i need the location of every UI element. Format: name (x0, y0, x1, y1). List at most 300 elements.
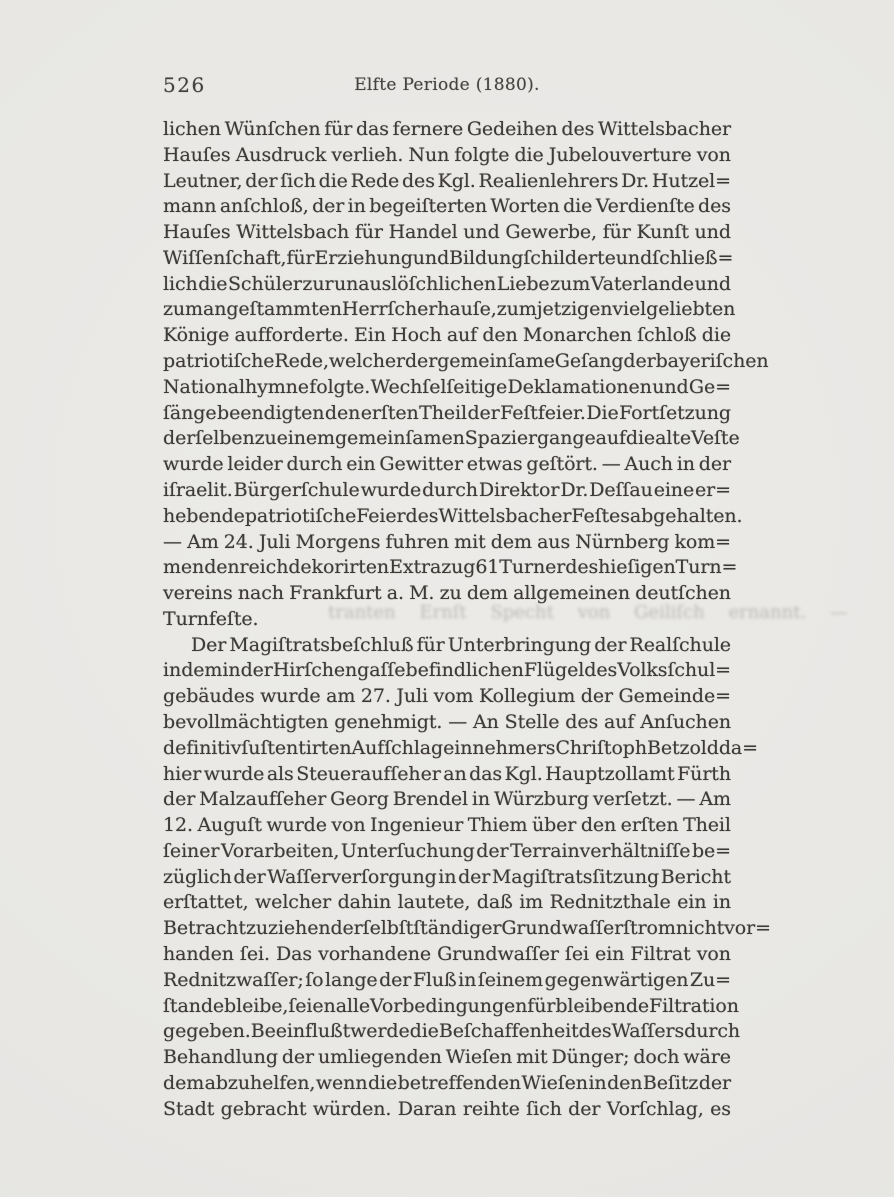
word: befindlichen (405, 659, 524, 682)
word: es (710, 1097, 731, 1120)
word: Brendel (392, 788, 468, 811)
word: Morgens (295, 530, 381, 553)
word: ein (595, 943, 625, 965)
bleedthrough-word: von (577, 602, 611, 623)
word: der (245, 169, 278, 192)
word: Herrſcherhauſe, (341, 298, 497, 321)
word: Dünger; (551, 1046, 630, 1069)
word: Dr. (560, 478, 589, 501)
word: vereins (163, 582, 233, 605)
word: die (367, 1071, 398, 1094)
word: erſten (360, 401, 419, 424)
word: die (198, 272, 228, 295)
word: Feſtes (571, 504, 630, 527)
word: Malzaufſeher (199, 788, 327, 811)
word: Gewitter (379, 453, 463, 476)
word: die (563, 195, 593, 218)
word: zu (245, 917, 269, 940)
word: des (405, 504, 439, 527)
word: Vaterlande (590, 272, 695, 295)
word: Wittelsbacher (597, 118, 731, 140)
word: Jubelouverture (548, 143, 692, 166)
word: 61 (475, 556, 500, 579)
text-line (163, 117, 731, 143)
word: in (438, 865, 457, 888)
word: Fortſetzung (619, 401, 731, 424)
word: Rede, (274, 350, 329, 373)
word: verlieh. (331, 143, 404, 166)
word: des (578, 1020, 612, 1043)
word: des (401, 169, 435, 192)
word: Turner (499, 556, 566, 579)
word: daß (476, 891, 513, 914)
word: Gemeinde= (618, 685, 731, 708)
word: erſten (620, 814, 679, 837)
word: dem (466, 582, 508, 605)
word: Wieſen (521, 1071, 588, 1094)
text-line (163, 942, 731, 968)
word: derſelben (163, 427, 255, 450)
word: Feſtfeier. (500, 401, 586, 424)
word: in (458, 968, 477, 991)
word: ſchloß (637, 324, 697, 347)
word: zum (550, 272, 591, 295)
word: über (531, 814, 577, 837)
word: 12. (163, 814, 193, 837)
text-line (163, 968, 731, 994)
word: umliegenden (317, 1046, 442, 1069)
word: Grundwaſſerſtrom (501, 917, 676, 940)
word: der (698, 453, 731, 476)
text-line (163, 169, 731, 195)
word: Worten (490, 195, 560, 218)
word: Thiem (467, 814, 528, 837)
text-line (163, 633, 731, 659)
word: Geſang (554, 350, 624, 373)
word: be= (691, 839, 731, 862)
word: kom= (674, 530, 731, 553)
text-line (163, 478, 731, 504)
word: mit (454, 530, 486, 553)
word: Kollegium (479, 685, 576, 708)
word: das (355, 118, 389, 140)
word: vor= (724, 917, 771, 940)
word: welcher (255, 891, 332, 914)
word: in (222, 659, 241, 682)
word: Die (586, 401, 619, 424)
word: wäre (683, 1046, 731, 1069)
word: definitiv (163, 736, 242, 759)
word: wenn (315, 1071, 368, 1094)
page-header (163, 72, 731, 99)
text-line (163, 762, 731, 788)
word: ſeiner (163, 839, 220, 862)
text-line (163, 246, 734, 272)
word: Kgl. (437, 169, 476, 192)
word: Beſchaffenheit (438, 1020, 579, 1043)
word: Auch (624, 453, 673, 476)
word: lichen (163, 118, 221, 140)
bleedthrough-word: ernannt. (728, 602, 807, 623)
word: des (565, 710, 599, 733)
text-line (163, 658, 731, 684)
word: mann (163, 195, 217, 218)
text-line (163, 297, 736, 323)
word: anſchloß, (219, 195, 309, 218)
word: die (409, 1020, 439, 1043)
word: erſtattet, (163, 891, 249, 914)
word: Ingenieur (370, 814, 464, 837)
word: Nationalhymne (163, 375, 309, 398)
word: der (404, 350, 438, 373)
word: Vorbedingungen (370, 994, 528, 1017)
word: lange (325, 968, 378, 991)
word: Deſſau (589, 478, 653, 501)
word: Erziehung (314, 246, 413, 269)
word: bleibe, (224, 994, 289, 1017)
text-line (163, 426, 740, 452)
word: Extrazug (389, 556, 476, 579)
text-line (163, 272, 731, 298)
word: der (698, 1071, 731, 1094)
word: und (412, 246, 450, 269)
text-line (163, 787, 731, 813)
word: Dr. (621, 169, 650, 192)
word: Beeinflußt (250, 1020, 351, 1043)
word: züglich (163, 865, 232, 888)
word: Magiſtratsſitzung (491, 865, 660, 888)
word: menden (163, 556, 240, 579)
word: dem (181, 659, 223, 682)
word: gemeinſamen (334, 427, 465, 450)
word: Behandlung (163, 1046, 278, 1069)
word: ſtande (163, 994, 225, 1017)
text-line (163, 194, 731, 220)
word: den (607, 1071, 643, 1094)
word: und (694, 272, 731, 295)
word: Könige (163, 324, 230, 347)
word: Filtrat (630, 943, 691, 965)
word: abzuhelfen, (204, 1071, 316, 1094)
word: ſchilderte (523, 246, 616, 269)
word: dem (490, 530, 532, 553)
word: Monarchen (522, 324, 632, 347)
text-line (163, 607, 731, 633)
word: Turn= (675, 556, 738, 579)
word: Chriſtoph (555, 736, 647, 759)
word: Wittelsbacher (438, 504, 572, 527)
word: Kunſt (636, 221, 689, 244)
word: fuhren (385, 530, 449, 553)
word: Veſte (690, 427, 740, 450)
word: der (379, 968, 412, 991)
word: folgte (454, 143, 510, 166)
text-line (163, 220, 731, 246)
word: Volksſchul= (617, 659, 731, 682)
word: die (625, 427, 656, 450)
word: gebracht (220, 1097, 307, 1120)
word: der (163, 788, 196, 811)
word: Der (191, 633, 227, 656)
word: zum (496, 298, 537, 321)
word: geſtört. (526, 453, 598, 476)
word: Vorarbeiten, (220, 839, 340, 862)
word: Gedeihen (466, 118, 558, 140)
word: zu (254, 427, 277, 450)
word: An (473, 710, 499, 733)
word: des (565, 556, 599, 579)
word: der (467, 401, 500, 424)
word: Theil (683, 814, 731, 837)
text-line (163, 736, 758, 762)
word: Realienlehrers (478, 169, 619, 192)
word: der (568, 1097, 601, 1120)
word: Daran (397, 1097, 457, 1120)
word: gebäudes (163, 685, 255, 708)
word: im (519, 891, 544, 914)
word: ſeien (288, 994, 336, 1017)
word: Stelle (504, 710, 560, 733)
word: in (712, 891, 731, 914)
text-line (163, 710, 731, 736)
word: Rednitzthale (549, 891, 671, 914)
word: zur (302, 272, 334, 295)
word: Hutzel= (651, 169, 731, 192)
word: 24. (223, 530, 254, 553)
word: Theil (419, 401, 467, 424)
word: durch (422, 478, 478, 501)
word: wurde (203, 762, 265, 785)
word: des (584, 659, 618, 682)
bleedthrough-word: Geiliſch (634, 602, 705, 623)
text-line (163, 1019, 741, 1045)
word: Spaziergange (464, 427, 596, 450)
running-header: Elfte Periode (1880). (354, 75, 540, 95)
word: wurde (360, 478, 422, 501)
word: Hauptzollamt (545, 762, 675, 785)
word: für (527, 994, 556, 1017)
word: dekorirten (288, 556, 390, 579)
word: Bericht (660, 865, 731, 888)
word: Nürnberg (575, 530, 670, 553)
word: bleibende (555, 994, 650, 1017)
text-line (163, 581, 731, 607)
word: und (694, 221, 731, 244)
word: gegeben. (163, 1020, 251, 1043)
word: Bildung (449, 246, 524, 269)
word: ſänge (163, 401, 217, 424)
word: unauslöſchlichen (334, 272, 497, 295)
word: er= (695, 478, 731, 501)
word: Turnfeſte. (163, 607, 259, 630)
word: durch (286, 453, 343, 476)
word: in (676, 453, 695, 476)
word: Fürth (677, 762, 731, 785)
word: einem (276, 427, 335, 450)
word: patriotiſche (244, 504, 357, 527)
word: zu (439, 582, 462, 605)
text-line (163, 530, 731, 556)
text-line (163, 401, 731, 427)
word: wurde (163, 453, 224, 476)
word: Kgl. (504, 762, 543, 785)
word: Ausdruck (235, 143, 327, 166)
word: am (326, 685, 356, 708)
word: die (514, 143, 544, 166)
word: das (469, 762, 503, 785)
bleedthrough-word: tranten (328, 602, 396, 623)
word: Das (275, 943, 312, 965)
word: ſei. (239, 943, 270, 965)
word: fernere (392, 118, 464, 140)
text-line (163, 143, 731, 169)
word: — (676, 788, 696, 811)
word: Am (699, 788, 731, 811)
word: reihte (462, 1097, 520, 1120)
word: betreffenden (397, 1071, 522, 1094)
word: lich (163, 272, 198, 295)
word: welcher (328, 350, 405, 373)
word: begeiſterten (369, 195, 488, 218)
word: iſraelit. (163, 478, 233, 501)
word: wurde (260, 685, 321, 708)
word: den (324, 401, 361, 424)
word: Schüler (227, 272, 302, 295)
word: vorhandene (318, 943, 432, 965)
word: und (463, 221, 500, 244)
word: Terrainverhältniſſe (510, 839, 691, 862)
text-line (163, 890, 731, 916)
word: dem (163, 1071, 205, 1094)
word: ſelbſtſtändiger (362, 917, 502, 940)
word: an (443, 762, 467, 785)
text-line (163, 684, 731, 710)
text-line (163, 994, 739, 1020)
word: Wünſchen (224, 118, 321, 140)
word: Leutner, (163, 169, 243, 192)
word: vom (433, 685, 474, 708)
text-line (163, 1045, 731, 1071)
word: der (623, 350, 656, 373)
word: Wechſelſeitige (370, 375, 508, 398)
word: ſo (305, 968, 324, 991)
word: würden. (312, 1097, 392, 1120)
text-line (163, 323, 731, 349)
word: folgte. (309, 375, 371, 398)
word: Verdienſte (595, 195, 695, 218)
word: von (331, 814, 366, 837)
word: Bürgerſchule (233, 478, 360, 501)
word: allgemeinen (513, 582, 630, 605)
word: Wieſen (445, 1046, 513, 1069)
word: Waſſers (611, 1020, 685, 1043)
word: in (163, 659, 182, 682)
word: ein (677, 891, 707, 914)
word: hieſigen (598, 556, 676, 579)
word: Würzburg (493, 788, 589, 811)
word: M. (409, 582, 435, 605)
text-line (163, 1097, 731, 1123)
word: werde (350, 1020, 410, 1043)
word: als (266, 762, 294, 785)
text-line (163, 555, 738, 581)
word: Flügel (523, 659, 585, 682)
word: 27. (360, 685, 391, 708)
word: genehmigt. (334, 710, 443, 733)
word: Deklamationen (507, 375, 652, 398)
word: nach (237, 582, 284, 605)
word: Nun (408, 143, 450, 166)
word: des (561, 118, 595, 140)
bleedthrough-word: — (829, 602, 848, 623)
word: auf (595, 427, 626, 450)
word: Gewerbe, (505, 221, 597, 244)
word: ſich (280, 169, 316, 192)
word: auf (604, 710, 635, 733)
bleedthrough-word: Ernſt (419, 602, 467, 623)
word: Rednitzwaſſer; (163, 968, 304, 991)
text-line (163, 865, 731, 891)
text-line (163, 1071, 731, 1097)
word: Stadt (163, 1097, 215, 1120)
word: der (281, 1046, 315, 1069)
bleedthrough-word: Specht (490, 602, 554, 623)
word: a. (386, 582, 404, 605)
word: bevollmächtigten (163, 710, 329, 733)
word: ſeinem (477, 968, 544, 991)
word: Rede (350, 169, 400, 192)
word: Georg (330, 788, 389, 811)
word: Juli (258, 530, 291, 553)
word: Steueraufſeher (296, 762, 441, 785)
word: in (588, 1071, 607, 1094)
word: vielgeliebten (612, 298, 736, 321)
word: mit (516, 1046, 548, 1069)
word: Wiſſenſchaft, (163, 246, 287, 269)
word: der (312, 195, 345, 218)
word: durch (684, 1020, 741, 1043)
word: eine (653, 478, 695, 501)
text-line (163, 839, 731, 865)
word: Zu= (689, 968, 731, 991)
word: auf (446, 324, 478, 347)
word: für (286, 246, 315, 269)
word: doch (633, 1046, 680, 1069)
word: etwas (466, 453, 523, 476)
word: ſei (564, 943, 589, 965)
word: Unterbringung (447, 633, 592, 656)
word: wurde (266, 814, 327, 837)
word: zum (163, 298, 203, 321)
word: Vorſchlag, (606, 1097, 704, 1120)
word: der (458, 865, 491, 888)
word: hier (163, 762, 202, 785)
word: Waſſerverſorgung (267, 865, 437, 888)
word: Unterſuchung (340, 839, 475, 862)
word: der (233, 865, 266, 888)
word: aufforderte. (234, 324, 349, 347)
text-line (163, 452, 731, 478)
word: nicht (675, 917, 725, 940)
word: der (580, 685, 613, 708)
word: Wittelsbach (236, 221, 350, 244)
word: alte (655, 427, 691, 450)
word: in (347, 195, 366, 218)
word: — (448, 710, 468, 733)
word: Betzold (647, 736, 719, 759)
word: Hirſchengaſſe (272, 659, 406, 682)
word: verſetzt. (592, 788, 673, 811)
